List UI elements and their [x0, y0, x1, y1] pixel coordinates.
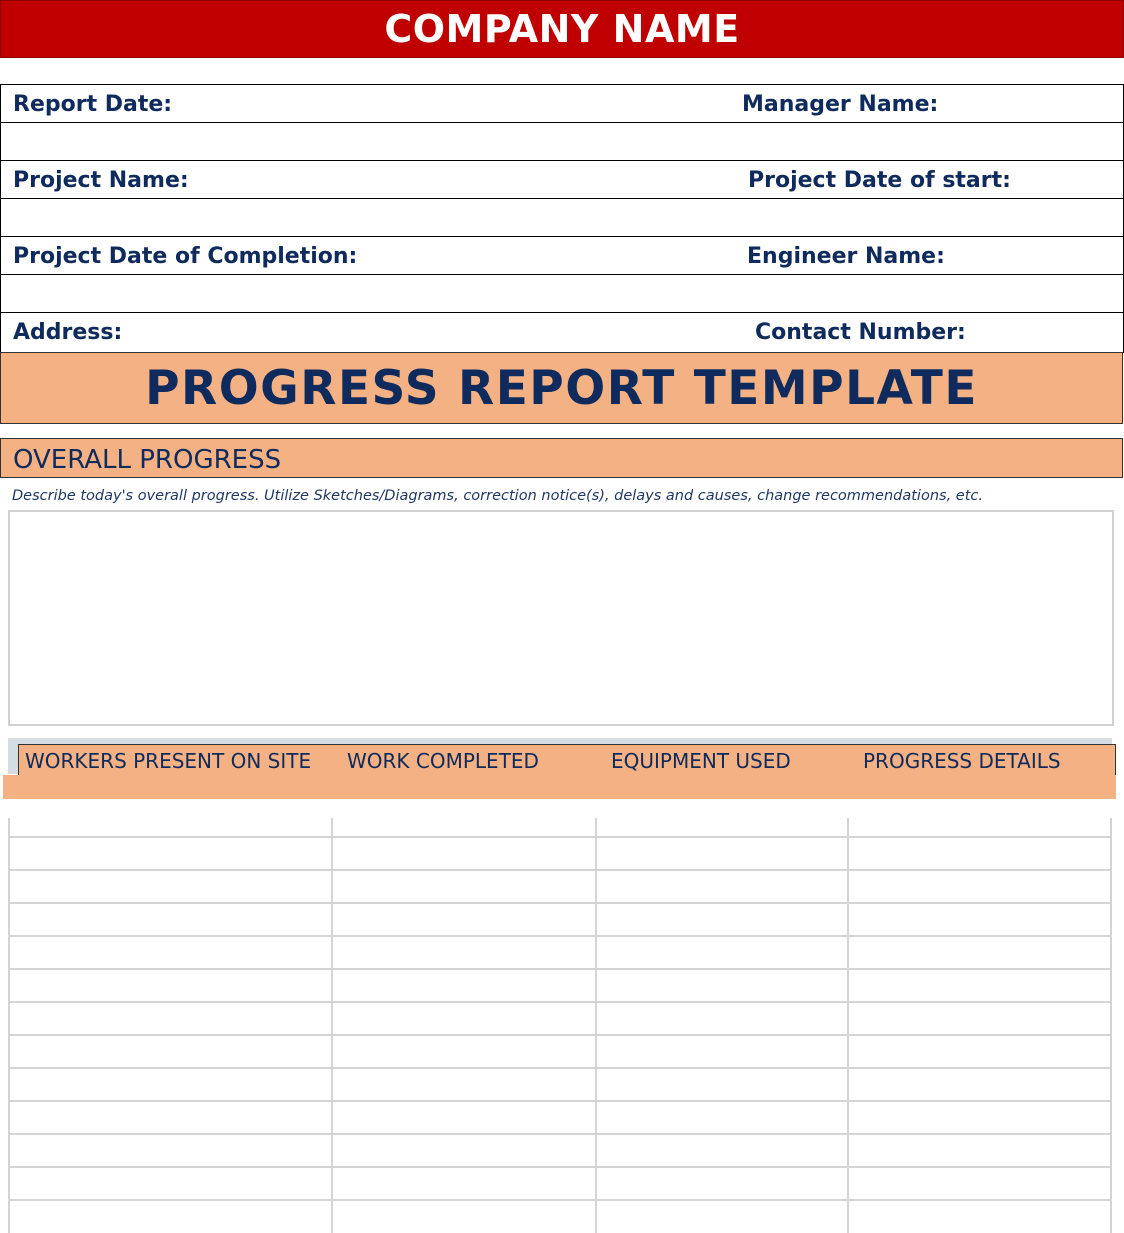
grid-row-divider [8, 1034, 1112, 1036]
project-start-label: Project Date of start: [748, 168, 1011, 193]
address-label: Address: [13, 320, 123, 345]
grid-row-divider [8, 968, 1112, 970]
grid-row-divider [8, 1166, 1112, 1168]
grid-row-divider [8, 1100, 1112, 1102]
project-name-label: Project Name: [13, 168, 189, 193]
grid-row-divider [8, 902, 1112, 904]
engineer-name-label: Engineer Name: [747, 244, 945, 269]
grid-col-divider [595, 818, 597, 1233]
info-row-address [1, 313, 1123, 351]
grid-col-divider [1110, 818, 1112, 1233]
columns-header [18, 744, 1116, 776]
progress-entries-grid[interactable] [8, 818, 1112, 1233]
info-row-input-2[interactable] [1, 199, 1123, 237]
info-row-project-name [1, 161, 1123, 199]
grid-row-divider [8, 869, 1112, 871]
info-row-completion [1, 237, 1123, 275]
info-row-report-date [1, 85, 1123, 123]
company-name: COMPANY NAME [384, 7, 740, 51]
overall-progress-hint: Describe today's overall progress. Utilize Sketches/Diagrams, correction notice(s), delays and causes, change recommendations, etc. [12, 488, 983, 504]
column-header-workers: WORKERS PRESENT ON SITE [25, 749, 312, 773]
grid-row-divider [8, 1001, 1112, 1003]
grid-row-divider [8, 1133, 1112, 1135]
info-row-input-1[interactable] [1, 123, 1123, 161]
overall-progress-title: OVERALL PROGRESS [13, 445, 282, 475]
overall-progress-header [0, 438, 1123, 478]
grid-col-divider [8, 818, 10, 1233]
manager-name-label: Manager Name: [742, 92, 939, 117]
grid-col-divider [331, 818, 333, 1233]
project-completion-label: Project Date of Completion: [13, 244, 358, 269]
report-date-label: Report Date: [13, 92, 173, 117]
grid-col-divider [847, 818, 849, 1233]
column-header-work-completed: WORK COMPLETED [347, 749, 539, 773]
columns-subheader-band [3, 775, 1116, 799]
company-header [0, 0, 1124, 58]
report-title: PROGRESS REPORT TEMPLATE [145, 360, 978, 416]
grid-row-divider [8, 1067, 1112, 1069]
report-title-bar [0, 352, 1123, 424]
grid-row-divider [8, 836, 1112, 838]
project-info-table [0, 84, 1124, 353]
grid-row-divider [8, 935, 1112, 937]
info-row-input-3[interactable] [1, 275, 1123, 313]
grid-row-divider [8, 1199, 1112, 1201]
column-header-equipment: EQUIPMENT USED [611, 749, 791, 773]
overall-progress-textbox[interactable] [8, 510, 1114, 726]
column-header-progress-details: PROGRESS DETAILS [863, 749, 1061, 773]
contact-number-label: Contact Number: [755, 320, 966, 345]
